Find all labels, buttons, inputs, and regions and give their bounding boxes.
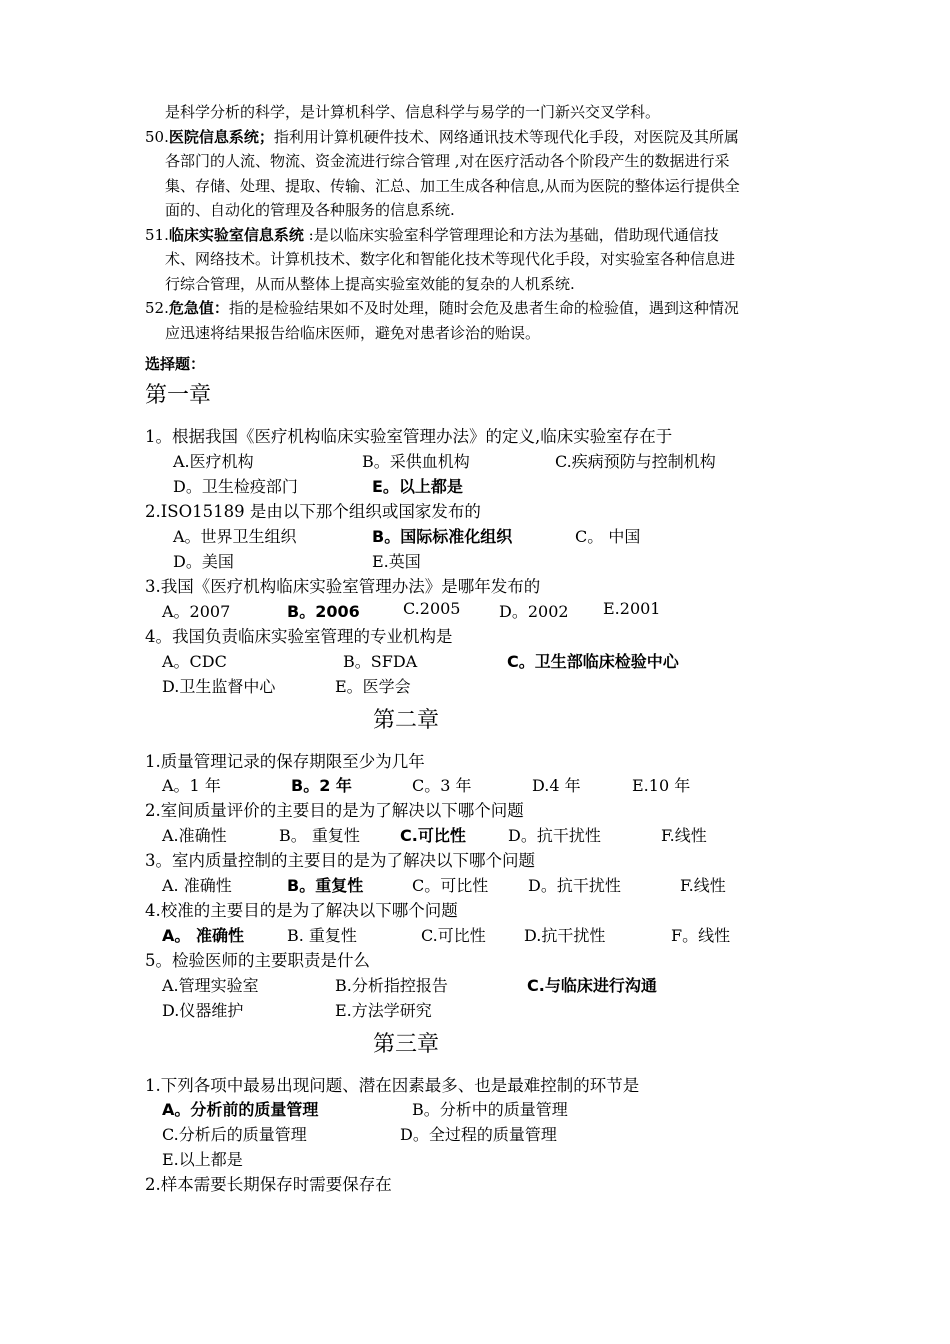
ch1-question-3: 3.我国《医疗机构临床实验室管理办法》是哪年发布的 (145, 577, 541, 596)
ch2-q1-option-a: A。1 年 (162, 776, 221, 795)
definition-52-text: 指的是检验结果如不及时处理，随时会危及患者生命的检验值，遇到这种情况 (228, 299, 739, 317)
ch2-q1-option-d: D.4 年 (532, 776, 581, 795)
definition-52-line-1 (145, 296, 815, 321)
ch1-q4-option-e: E。医学会 (335, 677, 411, 696)
ch3-q1-option-b: B。分析中的质量管理 (412, 1100, 568, 1119)
ch3-question-2: 2.样本需要长期保存时需要保存在 (145, 1175, 392, 1194)
ch2-question-3: 3。室内质量控制的主要目的是为了解决以下哪个问题 (145, 851, 535, 870)
ch2-q4-option-d: D.抗干扰性 (524, 926, 606, 945)
ch1-q1-option-d: D。卫生检疫部门 (173, 477, 298, 496)
ch1-q1-option-a: A.医疗机构 (173, 452, 254, 471)
ch2-q2-option-c-answer: C.可比性 (400, 826, 466, 845)
definition-51-number: 51. (145, 225, 169, 244)
chapter-2-heading: 第二章 (373, 708, 440, 733)
definition-50-line-1 (145, 125, 815, 150)
ch3-q1-option-e: E.以上都是 (162, 1150, 243, 1169)
ch2-question-2: 2.室间质量评价的主要目的是为了解决以下哪个问题 (145, 801, 524, 820)
definition-51-term: 临床实验室信息系统 (168, 225, 304, 244)
definition-51-line-1 (145, 223, 815, 248)
ch2-q3-option-d: D。抗干扰性 (528, 876, 621, 895)
ch1-q1-option-e-answer: E。以上都是 (372, 477, 463, 496)
ch2-q3-option-a: A. 准确性 (162, 876, 232, 895)
definition-50-term: 医院信息系统； (168, 127, 274, 146)
definition-50-line-2: 各部门的人流、物流、资金流进行综合管理 ,对在医疗活动各个阶段产生的数据进行采 (165, 152, 730, 170)
definition-51-text: :是以临床实验室科学管理理论和方法为基础，借助现代通信技 (303, 225, 719, 244)
definition-50-text: 指利用计算机硬件技术、网络通讯技术等现代化手段，对医院及其所属 (273, 127, 739, 146)
ch2-question-4: 4.校准的主要目的是为了解决以下哪个问题 (145, 901, 458, 920)
definition-51-line-2: 术、网络技术。计算机技术、数字化和智能化技术等现代化手段，对实验室各种信息进 (165, 250, 736, 268)
chapter-3-heading: 第三章 (373, 1032, 440, 1057)
ch2-q5-option-c-answer: C.与临床进行沟通 (527, 976, 657, 995)
ch1-q2-option-b-answer: B。国际标准化组织 (372, 527, 513, 546)
definition-52-number: 52. (145, 299, 169, 317)
ch1-q4-option-b: B。SFDA (343, 652, 418, 671)
ch2-q2-option-a: A.准确性 (162, 826, 227, 845)
ch2-q1-option-c: C。3 年 (412, 776, 472, 795)
ch2-q4-option-a-answer: A。 准确性 (162, 926, 244, 945)
definitions-block (145, 100, 815, 345)
ch2-q4-option-c: C.可比性 (421, 926, 486, 945)
ch2-q4-option-b: B. 重复性 (287, 926, 357, 945)
ch2-question-1: 1.质量管理记录的保存期限至少为几年 (145, 752, 425, 771)
ch1-q4-option-a: A。CDC (162, 652, 227, 671)
ch1-q2-option-e: E.英国 (372, 552, 421, 571)
chapter-1-heading: 第一章 (145, 383, 212, 408)
definition-50-number: 50. (145, 127, 169, 146)
ch1-q3-option-b-answer: B。2006 (287, 602, 360, 621)
ch1-question-4: 4。我国负责临床实验室管理的专业机构是 (145, 627, 453, 646)
ch1-q3-option-c: C.2005 (403, 599, 461, 618)
ch3-q1-option-a-answer: A。分析前的质量管理 (162, 1100, 319, 1119)
ch2-q1-option-e: E.10 年 (632, 776, 691, 795)
ch2-question-5: 5。检验医师的主要职责是什么 (145, 951, 370, 970)
ch2-q5-option-d: D.仪器维护 (162, 1001, 244, 1020)
ch2-q3-option-b-answer: B。重复性 (287, 876, 364, 895)
ch1-q2-option-a: A。世界卫生组织 (173, 527, 297, 546)
definition-50-line-4: 面的、自动化的管理及各种服务的信息系统. (165, 201, 455, 219)
section-title: 选择题： (145, 355, 206, 373)
ch1-q1-option-c: C.疾病预防与控制机构 (555, 452, 716, 471)
ch2-q3-option-c: C。可比性 (412, 876, 489, 895)
ch1-q2-option-d: D。美国 (173, 552, 234, 571)
ch2-q2-option-f: F.线性 (661, 826, 707, 845)
ch1-q3-option-a: A。2007 (162, 602, 231, 621)
ch1-q4-option-d: D.卫生监督中心 (162, 677, 276, 696)
ch2-q2-option-b: B。 重复性 (279, 826, 360, 845)
definition-52-term: 危急值： (168, 299, 229, 317)
ch1-q4-option-c-answer: C。卫生部临床检验中心 (507, 652, 679, 671)
ch1-question-1: 1。根据我国《医疗机构临床实验室管理办法》的定义,临床实验室存在于 (145, 427, 673, 446)
ch1-q3-option-e: E.2001 (603, 599, 661, 618)
ch1-question-2: 2.ISO15189 是由以下那个组织或国家发布的 (145, 502, 481, 521)
ch2-q1-option-b-answer: B。2 年 (291, 776, 352, 795)
definition-51-line-3: 行综合管理，从而从整体上提高实验室效能的复杂的人机系统. (165, 274, 575, 293)
ch1-q3-option-d: D。2002 (499, 602, 569, 621)
definition-49-continuation: 是科学分析的科学，是计算机科学、信息科学与易学的一门新兴交叉学科。 (165, 103, 661, 121)
ch2-q3-option-f: F.线性 (680, 876, 726, 895)
ch3-question-1: 1.下列各项中最易出现问题、潜在因素最多、也是最难控制的环节是 (145, 1076, 640, 1095)
ch2-q2-option-d: D。抗干扰性 (508, 826, 601, 845)
ch2-q5-option-a: A.管理实验室 (162, 976, 259, 995)
ch1-q1-option-b: B。采供血机构 (362, 452, 470, 471)
ch3-q1-option-d: D。全过程的质量管理 (400, 1125, 557, 1144)
ch1-q2-option-c: C。 中国 (575, 527, 641, 546)
ch2-q5-option-b: B.分析指控报告 (335, 976, 448, 995)
definition-52-line-2: 应迅速将结果报告给临床医师，避免对患者诊治的贻误。 (165, 323, 541, 342)
ch2-q5-option-e: E.方法学研究 (335, 1001, 432, 1020)
ch2-q4-option-f: F。线性 (671, 926, 731, 945)
definition-50-line-3: 集、存储、处理、提取、传输、汇总、加工生成各种信息,从而为医院的整体运行提供全 (165, 176, 740, 195)
ch3-q1-option-c: C.分析后的质量管理 (162, 1125, 307, 1144)
